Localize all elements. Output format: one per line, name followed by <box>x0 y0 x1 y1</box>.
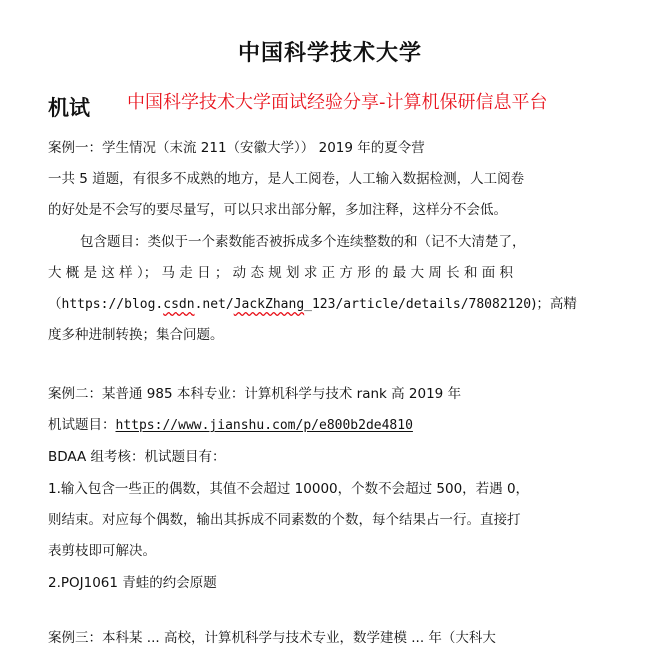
case2-exam-line <box>48 415 413 436</box>
page-title: 中国科学技术大学 <box>237 41 422 66</box>
case1-topics-url-line <box>48 294 577 315</box>
watermark-text: 中国科学技术大学面试经验分享-计算机保研信息平台 <box>127 92 548 113</box>
blog-link-part: https://blog. <box>61 297 164 312</box>
case3-partial-heading: 案例三：本科某 ... 高校，计算机科学与技术专业，数学建模 ... 年（大科大 <box>48 630 496 646</box>
case1-heading: 案例一：学生情况（末流 211（安徽大学）） 2019 年的夏令营 <box>48 140 425 156</box>
section-heading: 机试 <box>48 96 90 120</box>
blog-link-part: .net/ <box>194 297 234 312</box>
case1-paragraph-line: 一共 5 道题，有很多不成熟的地方，是人工阅卷，人工输入数据检测，人工阅卷 <box>48 171 525 187</box>
case2-heading: 案例二：某普通 985 本科专业：计算机科学与技术 rank 高 2019 年 <box>48 386 462 402</box>
case2-question-line: 则结束。对应每个偶数，输出其拆成不同素数的个数，每个结果占一行。直接打 <box>48 512 521 528</box>
blog-link-part: JackZhang <box>233 297 305 312</box>
case1-topics-line: 大 概 是 这 样 ）； 马 走 日 ； 动 态 规 划 求 正 方 形 的 最 大 周 长 和 面 积 <box>48 265 514 281</box>
case1-topics-line: 包含题目：类似于一个素数能否被拆成多个连续整数的和（记不大清楚了， <box>80 234 526 250</box>
paren-open: （ <box>48 296 62 312</box>
case2-question-line: 2.POJ1061 青蛙的约会原题 <box>48 575 217 591</box>
blog-link-part: _123/article/details/78082120 <box>304 297 532 312</box>
case2-bdaa-line: BDAA 组考核：机试题目有： <box>48 449 226 465</box>
case1-paragraph-line: 的好处是不会写的要尽量写，可以只求出部分解，多加注释，这样分不会低。 <box>48 202 507 218</box>
jianshu-link[interactable]: https://www.jianshu.com/p/e800b2de4810 <box>115 418 413 433</box>
case2-question-line: 表剪枝即可解决。 <box>48 543 156 559</box>
case1-topics-line: 度多种进制转换；集合问题。 <box>48 327 224 343</box>
blog-link-part: csdn <box>163 297 195 312</box>
exam-label: 机试题目： <box>48 417 116 433</box>
paren-close: )；高精 <box>531 296 577 312</box>
case2-question-line: 1.输入包含一些正的偶数，其值不会超过 10000，个数不会超过 500，若遇 0， <box>48 481 530 497</box>
